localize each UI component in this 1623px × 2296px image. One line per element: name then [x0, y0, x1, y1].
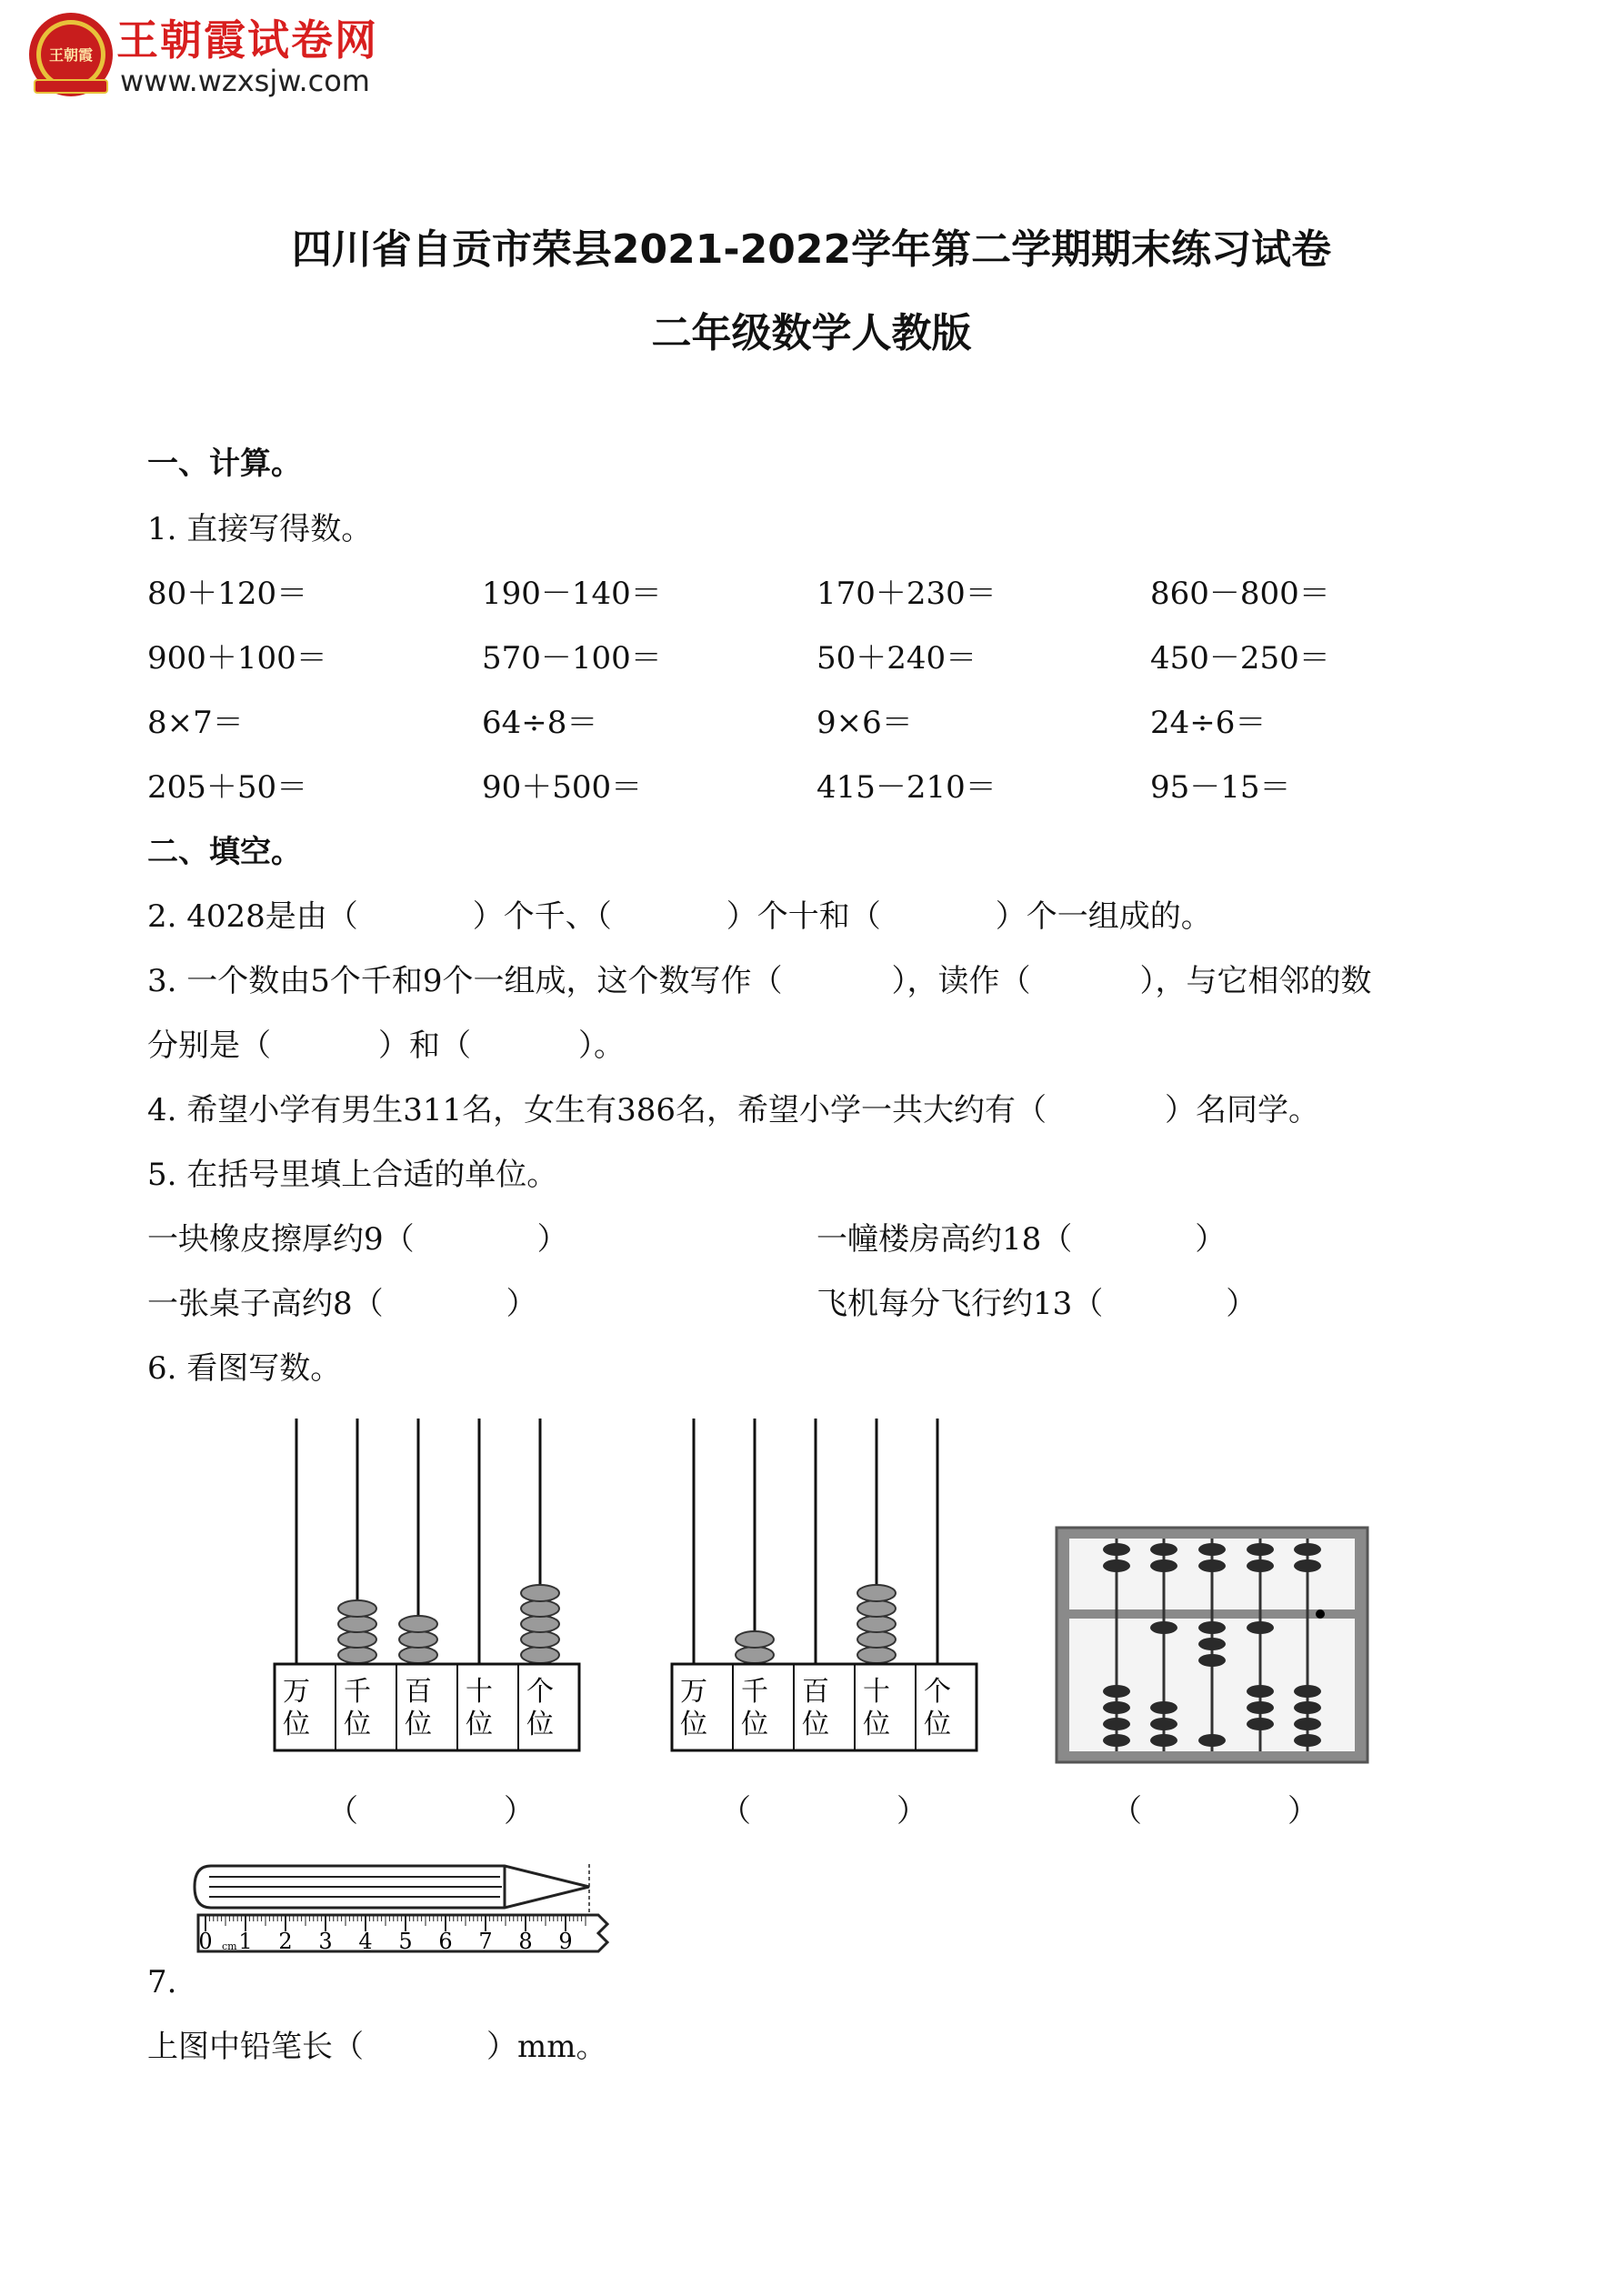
pencil-ruler-figure	[182, 1855, 627, 2000]
place-label: 十	[863, 1676, 890, 1708]
ruler-unit: cm	[222, 1940, 237, 1952]
abacus-bead	[338, 1647, 376, 1663]
q7-label: 7.	[147, 1964, 177, 2000]
q7-answer: 上图中铅笔长（ ）mm。	[147, 2029, 607, 2065]
brand-url[interactable]: www.wzxsjw.com	[120, 64, 370, 98]
abacus-bead	[338, 1600, 376, 1617]
calc-item: 50＋240＝	[817, 640, 977, 677]
q3-line2: 分别是（ ）和（ ）。	[147, 1028, 625, 1064]
place-label: 个	[924, 1676, 951, 1708]
q5-item: 一幢楼房高约18（ ）	[817, 1221, 1227, 1258]
q5-item: 飞机每分飞行约13（ ）	[817, 1286, 1257, 1322]
abacus-bead	[521, 1647, 559, 1663]
place-label: 位	[405, 1709, 432, 1740]
abacus-bead	[857, 1631, 896, 1648]
abacus-bead	[338, 1631, 376, 1648]
ruler-number: 7	[478, 1929, 493, 1954]
abacus-bead	[857, 1600, 896, 1617]
calc-item: 900＋100＝	[147, 640, 327, 677]
calc-item: 8×7＝	[147, 705, 244, 741]
calc-item: 64÷8＝	[482, 705, 598, 741]
q6-answer-2: （ ）	[720, 1793, 927, 1830]
place-label: 位	[741, 1709, 768, 1740]
place-label: 百	[802, 1676, 829, 1708]
pencil-icon	[195, 1866, 589, 1908]
abacus-bead	[338, 1616, 376, 1632]
calc-item: 24÷6＝	[1150, 705, 1267, 741]
ruler-number: 8	[518, 1929, 533, 1954]
place-label: 个	[526, 1676, 554, 1708]
calc-item: 9×6＝	[817, 705, 913, 741]
q5-item: 一块橡皮擦厚约9（ ）	[147, 1221, 568, 1258]
abacus-bead	[521, 1631, 559, 1648]
chinese-abacus	[1055, 1526, 1369, 1764]
abacus-bead	[521, 1585, 559, 1601]
exam-title: 四川省自贡市荣县2021-2022学年第二学期期末练习试卷	[291, 226, 1332, 273]
site-logo-icon	[25, 9, 116, 100]
place-label: 位	[924, 1709, 951, 1740]
logo-text: 王朝霞	[48, 46, 94, 64]
abacus-bead	[399, 1616, 437, 1632]
place-label: 位	[344, 1709, 371, 1740]
calc-item: 415－210＝	[817, 769, 997, 806]
exam-subtitle: 二年级数学人教版	[651, 310, 972, 356]
calc-item: 450－250＝	[1150, 640, 1330, 677]
calc-item: 170＋230＝	[817, 576, 997, 612]
calc-item: 80＋120＝	[147, 576, 308, 612]
place-label: 万	[680, 1676, 707, 1708]
counting-frame-1	[264, 1419, 591, 1755]
place-label: 位	[283, 1709, 310, 1740]
q5-item: 一张桌子高约8（ ）	[147, 1286, 537, 1322]
abacus-bead	[521, 1600, 559, 1617]
place-label: 位	[802, 1709, 829, 1740]
place-label: 万	[283, 1676, 310, 1708]
place-label: 千	[344, 1676, 371, 1708]
abacus-bead	[736, 1647, 774, 1663]
calc-item: 95－15＝	[1150, 769, 1291, 806]
abacus-bead	[736, 1631, 774, 1648]
place-label: 位	[680, 1709, 707, 1740]
ruler-number: 0	[198, 1929, 213, 1954]
q4: 4. 希望小学有男生311名，女生有386名，希望小学一共大约有（ ）名同学。	[147, 1092, 1320, 1128]
q6-label: 6. 看图写数。	[147, 1350, 342, 1387]
ruler-number: 2	[278, 1929, 293, 1954]
abacus-bead	[857, 1647, 896, 1663]
q5-label: 5. 在括号里填上合适的单位。	[147, 1157, 558, 1193]
abacus-bead	[521, 1616, 559, 1632]
place-label: 百	[405, 1676, 432, 1708]
ruler-number: 3	[318, 1929, 333, 1954]
calc-item: 205＋50＝	[147, 769, 308, 806]
place-label: 位	[863, 1709, 890, 1740]
calc-item: 90＋500＝	[482, 769, 643, 806]
section2-heading: 二、填空。	[147, 834, 302, 870]
q1-label: 1. 直接写得数。	[147, 511, 373, 547]
place-label: 位	[526, 1709, 554, 1740]
brand-name: 王朝霞试卷网	[116, 15, 378, 65]
ruler-number: 9	[558, 1929, 573, 1954]
calc-item: 570－100＝	[482, 640, 662, 677]
ruler-number: 4	[358, 1929, 373, 1954]
calc-item: 190－140＝	[482, 576, 662, 612]
place-label: 十	[466, 1676, 493, 1708]
section1-heading: 一、计算。	[147, 446, 302, 482]
ruler-number: 6	[438, 1929, 453, 1954]
place-label: 千	[741, 1676, 768, 1708]
q6-answer-3: （ ）	[1111, 1793, 1318, 1830]
q3-line1: 3. 一个数由5个千和9个一组成，这个数写作（ ），读作（ ），与它相邻的数	[147, 963, 1372, 999]
abacus-bead	[857, 1616, 896, 1632]
ruler-number: 5	[398, 1929, 413, 1954]
abacus-bead	[399, 1631, 437, 1648]
abacus-bead	[399, 1647, 437, 1663]
place-label: 位	[466, 1709, 493, 1740]
ruler-number: 1	[238, 1929, 253, 1954]
q6-answer-1: （ ）	[327, 1793, 535, 1830]
q2: 2. 4028是由（ ）个千、（ ）个十和（ ）个一组成的。	[147, 898, 1212, 935]
counting-frame-2	[661, 1419, 988, 1755]
calc-item: 860－800＝	[1150, 576, 1330, 612]
abacus-bead	[857, 1585, 896, 1601]
